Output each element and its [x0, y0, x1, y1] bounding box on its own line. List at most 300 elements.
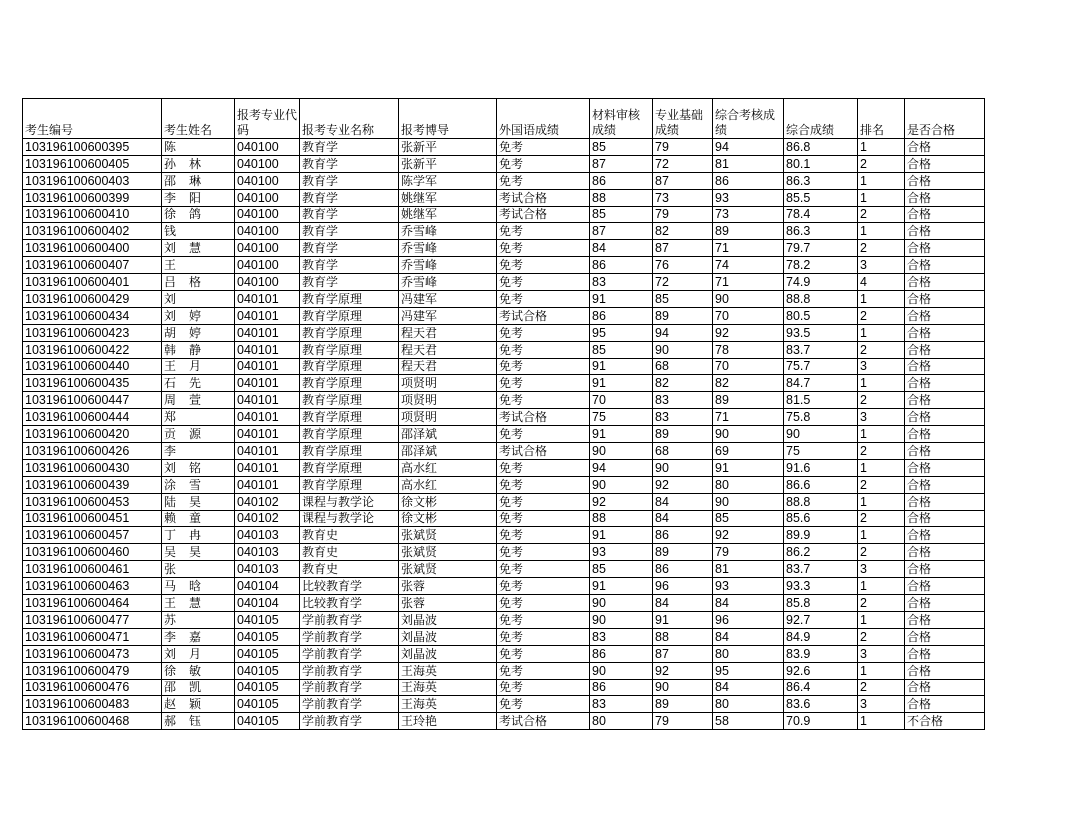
cell-comprehensive-review: 94: [713, 139, 784, 156]
cell-rank: 1: [858, 459, 905, 476]
cell-material-review: 90: [590, 443, 653, 460]
cell-foreign-language: 免考: [497, 240, 590, 257]
cell-major-name: 课程与教学论: [300, 493, 399, 510]
cell-overall-score: 91.6: [784, 459, 858, 476]
cell-major-name: 教育学原理: [300, 476, 399, 493]
cell-major-name: 教育史: [300, 544, 399, 561]
cell-exam-id: 103196100600453: [23, 493, 162, 510]
cell-supervisor: 高水红: [399, 476, 497, 493]
cell-name: 李: [162, 443, 235, 460]
cell-major-name: 学前教育学: [300, 662, 399, 679]
cell-major-code: 040105: [235, 679, 300, 696]
cell-overall-score: 84.9: [784, 628, 858, 645]
cell-comprehensive-review: 93: [713, 189, 784, 206]
cell-major-name: 教育学原理: [300, 375, 399, 392]
cell-supervisor: 冯建军: [399, 307, 497, 324]
cell-major-name: 教育学: [300, 172, 399, 189]
cell-major-name: 教育学: [300, 139, 399, 156]
cell-qualified: 合格: [905, 476, 985, 493]
cell-qualified: 合格: [905, 375, 985, 392]
cell-supervisor: 张蓉: [399, 578, 497, 595]
cell-rank: 3: [858, 645, 905, 662]
cell-material-review: 85: [590, 561, 653, 578]
cell-exam-id: 103196100600457: [23, 527, 162, 544]
table-header-row: [23, 99, 985, 139]
table-row: [23, 324, 985, 341]
cell-name: 丁 冉: [162, 527, 235, 544]
cell-rank: 3: [858, 257, 905, 274]
cell-name: 邵 凯: [162, 679, 235, 696]
cell-foreign-language: 免考: [497, 611, 590, 628]
cell-exam-id: 103196100600423: [23, 324, 162, 341]
table-row: [23, 561, 985, 578]
cell-major-code: 040101: [235, 426, 300, 443]
cell-qualified: 合格: [905, 443, 985, 460]
cell-comprehensive-review: 82: [713, 375, 784, 392]
table-row: [23, 476, 985, 493]
cell-foreign-language: 考试合格: [497, 189, 590, 206]
cell-overall-score: 83.7: [784, 561, 858, 578]
cell-overall-score: 88.8: [784, 493, 858, 510]
table-row: [23, 628, 985, 645]
cell-name: 刘 月: [162, 645, 235, 662]
cell-major-basics: 86: [653, 527, 713, 544]
header-name: 考生姓名: [162, 99, 235, 139]
cell-material-review: 92: [590, 493, 653, 510]
cell-name: 吴 昊: [162, 544, 235, 561]
cell-supervisor: 乔雪峰: [399, 274, 497, 291]
cell-supervisor: 乔雪峰: [399, 257, 497, 274]
cell-major-basics: 68: [653, 443, 713, 460]
cell-exam-id: 103196100600435: [23, 375, 162, 392]
cell-supervisor: 项贤明: [399, 375, 497, 392]
cell-major-basics: 96: [653, 578, 713, 595]
cell-qualified: 合格: [905, 206, 985, 223]
cell-supervisor: 刘晶波: [399, 645, 497, 662]
cell-material-review: 83: [590, 696, 653, 713]
cell-major-basics: 84: [653, 493, 713, 510]
table-row: [23, 358, 985, 375]
cell-major-code: 040104: [235, 595, 300, 612]
cell-overall-score: 92.6: [784, 662, 858, 679]
cell-material-review: 86: [590, 679, 653, 696]
cell-name: 钱: [162, 223, 235, 240]
cell-comprehensive-review: 91: [713, 459, 784, 476]
cell-name: 陆 昊: [162, 493, 235, 510]
cell-major-basics: 83: [653, 392, 713, 409]
cell-comprehensive-review: 58: [713, 713, 784, 730]
cell-qualified: 合格: [905, 324, 985, 341]
header-major-code: 报考专业代码: [235, 99, 300, 139]
cell-comprehensive-review: 70: [713, 307, 784, 324]
cell-major-code: 040101: [235, 375, 300, 392]
cell-exam-id: 103196100600434: [23, 307, 162, 324]
cell-comprehensive-review: 69: [713, 443, 784, 460]
cell-supervisor: 姚继军: [399, 206, 497, 223]
cell-major-name: 教育史: [300, 561, 399, 578]
cell-name: 李 嘉: [162, 628, 235, 645]
cell-major-basics: 82: [653, 375, 713, 392]
cell-major-name: 课程与教学论: [300, 510, 399, 527]
table-row: [23, 645, 985, 662]
cell-comprehensive-review: 80: [713, 476, 784, 493]
table-row: [23, 493, 985, 510]
cell-exam-id: 103196100600399: [23, 189, 162, 206]
cell-major-code: 040101: [235, 443, 300, 460]
table-row: [23, 172, 985, 189]
cell-rank: 2: [858, 476, 905, 493]
cell-exam-id: 103196100600426: [23, 443, 162, 460]
cell-major-basics: 84: [653, 595, 713, 612]
table-row: [23, 409, 985, 426]
cell-material-review: 91: [590, 578, 653, 595]
cell-qualified: 合格: [905, 155, 985, 172]
cell-exam-id: 103196100600410: [23, 206, 162, 223]
cell-comprehensive-review: 92: [713, 527, 784, 544]
cell-rank: 1: [858, 223, 905, 240]
cell-comprehensive-review: 84: [713, 679, 784, 696]
cell-foreign-language: 免考: [497, 510, 590, 527]
cell-rank: 2: [858, 628, 905, 645]
cell-comprehensive-review: 70: [713, 358, 784, 375]
cell-supervisor: 张新平: [399, 155, 497, 172]
cell-foreign-language: 免考: [497, 645, 590, 662]
cell-rank: 1: [858, 426, 905, 443]
cell-major-basics: 89: [653, 426, 713, 443]
cell-overall-score: 81.5: [784, 392, 858, 409]
cell-exam-id: 103196100600439: [23, 476, 162, 493]
cell-supervisor: 姚继军: [399, 189, 497, 206]
cell-comprehensive-review: 90: [713, 493, 784, 510]
cell-name: 吕 格: [162, 274, 235, 291]
cell-major-code: 040104: [235, 578, 300, 595]
cell-major-basics: 89: [653, 696, 713, 713]
cell-name: 涂 雪: [162, 476, 235, 493]
cell-exam-id: 103196100600477: [23, 611, 162, 628]
cell-rank: 2: [858, 392, 905, 409]
cell-exam-id: 103196100600430: [23, 459, 162, 476]
cell-name: 王 月: [162, 358, 235, 375]
cell-exam-id: 103196100600471: [23, 628, 162, 645]
cell-major-basics: 92: [653, 476, 713, 493]
cell-material-review: 75: [590, 409, 653, 426]
cell-qualified: 合格: [905, 240, 985, 257]
cell-foreign-language: 免考: [497, 679, 590, 696]
header-material-review: 材料审核成绩: [590, 99, 653, 139]
cell-name: 刘: [162, 291, 235, 308]
cell-material-review: 91: [590, 375, 653, 392]
cell-name: 赵 颖: [162, 696, 235, 713]
cell-qualified: 合格: [905, 662, 985, 679]
cell-exam-id: 103196100600440: [23, 358, 162, 375]
cell-major-basics: 83: [653, 409, 713, 426]
cell-major-basics: 86: [653, 561, 713, 578]
cell-major-basics: 88: [653, 628, 713, 645]
cell-material-review: 94: [590, 459, 653, 476]
cell-comprehensive-review: 81: [713, 155, 784, 172]
cell-exam-id: 103196100600429: [23, 291, 162, 308]
cell-major-basics: 90: [653, 341, 713, 358]
cell-foreign-language: 免考: [497, 578, 590, 595]
cell-major-code: 040101: [235, 324, 300, 341]
table-row: [23, 375, 985, 392]
cell-material-review: 88: [590, 189, 653, 206]
cell-supervisor: 高水红: [399, 459, 497, 476]
cell-overall-score: 78.2: [784, 257, 858, 274]
cell-major-basics: 79: [653, 139, 713, 156]
cell-name: 马 晗: [162, 578, 235, 595]
cell-qualified: 合格: [905, 510, 985, 527]
cell-rank: 1: [858, 611, 905, 628]
cell-qualified: 合格: [905, 189, 985, 206]
cell-foreign-language: 免考: [497, 291, 590, 308]
table-row: [23, 392, 985, 409]
cell-major-name: 学前教育学: [300, 611, 399, 628]
cell-major-name: 教育学原理: [300, 307, 399, 324]
cell-supervisor: 王海英: [399, 662, 497, 679]
cell-major-code: 040105: [235, 645, 300, 662]
cell-overall-score: 90: [784, 426, 858, 443]
cell-major-code: 040100: [235, 240, 300, 257]
cell-major-code: 040100: [235, 274, 300, 291]
cell-comprehensive-review: 95: [713, 662, 784, 679]
cell-name: 刘 婷: [162, 307, 235, 324]
cell-major-basics: 82: [653, 223, 713, 240]
cell-overall-score: 75.8: [784, 409, 858, 426]
cell-major-code: 040100: [235, 223, 300, 240]
cell-overall-score: 75.7: [784, 358, 858, 375]
cell-name: 孙 林: [162, 155, 235, 172]
cell-foreign-language: 免考: [497, 274, 590, 291]
cell-qualified: 合格: [905, 628, 985, 645]
cell-exam-id: 103196100600451: [23, 510, 162, 527]
table-row: [23, 527, 985, 544]
cell-exam-id: 103196100600395: [23, 139, 162, 156]
cell-overall-score: 78.4: [784, 206, 858, 223]
cell-exam-id: 103196100600447: [23, 392, 162, 409]
cell-material-review: 83: [590, 274, 653, 291]
cell-major-basics: 79: [653, 206, 713, 223]
cell-supervisor: 张新平: [399, 139, 497, 156]
cell-name: 王: [162, 257, 235, 274]
cell-foreign-language: 考试合格: [497, 409, 590, 426]
cell-exam-id: 103196100600402: [23, 223, 162, 240]
cell-rank: 3: [858, 409, 905, 426]
cell-rank: 2: [858, 443, 905, 460]
header-supervisor: 报考博导: [399, 99, 497, 139]
cell-qualified: 合格: [905, 307, 985, 324]
cell-overall-score: 93.3: [784, 578, 858, 595]
cell-material-review: 84: [590, 240, 653, 257]
cell-major-name: 教育学: [300, 155, 399, 172]
cell-major-name: 学前教育学: [300, 679, 399, 696]
cell-exam-id: 103196100600422: [23, 341, 162, 358]
admission-results-table: [22, 98, 985, 730]
cell-major-name: 教育学: [300, 257, 399, 274]
header-major-name: 报考专业名称: [300, 99, 399, 139]
table-row: [23, 459, 985, 476]
cell-major-code: 040100: [235, 189, 300, 206]
cell-exam-id: 103196100600473: [23, 645, 162, 662]
header-qualified: 是否合格: [905, 99, 985, 139]
cell-major-code: 040100: [235, 155, 300, 172]
cell-qualified: 合格: [905, 358, 985, 375]
cell-major-name: 教育学原理: [300, 426, 399, 443]
cell-major-code: 040100: [235, 172, 300, 189]
cell-comprehensive-review: 74: [713, 257, 784, 274]
cell-foreign-language: 免考: [497, 595, 590, 612]
cell-foreign-language: 免考: [497, 223, 590, 240]
cell-exam-id: 103196100600464: [23, 595, 162, 612]
cell-material-review: 90: [590, 611, 653, 628]
cell-rank: 1: [858, 324, 905, 341]
cell-major-name: 教育学原理: [300, 392, 399, 409]
cell-overall-score: 83.7: [784, 341, 858, 358]
table-row: [23, 155, 985, 172]
cell-name: 刘 慧: [162, 240, 235, 257]
cell-foreign-language: 免考: [497, 172, 590, 189]
cell-major-basics: 87: [653, 645, 713, 662]
cell-major-basics: 72: [653, 155, 713, 172]
cell-supervisor: 项贤明: [399, 409, 497, 426]
table-row: [23, 662, 985, 679]
cell-overall-score: 86.8: [784, 139, 858, 156]
cell-qualified: 合格: [905, 341, 985, 358]
cell-name: 张: [162, 561, 235, 578]
cell-exam-id: 103196100600400: [23, 240, 162, 257]
cell-supervisor: 邵泽斌: [399, 426, 497, 443]
cell-major-code: 040101: [235, 358, 300, 375]
cell-major-code: 040105: [235, 611, 300, 628]
cell-major-code: 040105: [235, 628, 300, 645]
cell-foreign-language: 免考: [497, 358, 590, 375]
cell-exam-id: 103196100600483: [23, 696, 162, 713]
cell-qualified: 合格: [905, 696, 985, 713]
cell-name: 郑: [162, 409, 235, 426]
table-row: [23, 257, 985, 274]
cell-major-code: 040101: [235, 307, 300, 324]
header-comprehensive-review: 综合考核成绩: [713, 99, 784, 139]
cell-rank: 2: [858, 341, 905, 358]
cell-supervisor: 王海英: [399, 679, 497, 696]
cell-qualified: 合格: [905, 679, 985, 696]
cell-material-review: 91: [590, 426, 653, 443]
cell-major-name: 教育学: [300, 189, 399, 206]
cell-supervisor: 邵泽斌: [399, 443, 497, 460]
cell-name: 王 慧: [162, 595, 235, 612]
cell-foreign-language: 免考: [497, 426, 590, 443]
cell-foreign-language: 免考: [497, 662, 590, 679]
cell-material-review: 85: [590, 341, 653, 358]
cell-supervisor: 王海英: [399, 696, 497, 713]
cell-name: 胡 婷: [162, 324, 235, 341]
cell-major-basics: 90: [653, 679, 713, 696]
cell-supervisor: 乔雪峰: [399, 223, 497, 240]
cell-major-name: 教育学: [300, 206, 399, 223]
cell-overall-score: 85.5: [784, 189, 858, 206]
cell-rank: 1: [858, 662, 905, 679]
cell-overall-score: 86.4: [784, 679, 858, 696]
cell-major-basics: 68: [653, 358, 713, 375]
header-rank: 排名: [858, 99, 905, 139]
cell-foreign-language: 免考: [497, 459, 590, 476]
cell-major-basics: 89: [653, 307, 713, 324]
cell-major-basics: 87: [653, 172, 713, 189]
cell-major-basics: 79: [653, 713, 713, 730]
cell-exam-id: 103196100600476: [23, 679, 162, 696]
cell-foreign-language: 免考: [497, 257, 590, 274]
cell-name: 赖 童: [162, 510, 235, 527]
cell-material-review: 86: [590, 645, 653, 662]
cell-rank: 1: [858, 578, 905, 595]
cell-qualified: 合格: [905, 578, 985, 595]
cell-comprehensive-review: 89: [713, 223, 784, 240]
cell-supervisor: 程天君: [399, 341, 497, 358]
cell-exam-id: 103196100600405: [23, 155, 162, 172]
cell-overall-score: 85.8: [784, 595, 858, 612]
cell-qualified: 合格: [905, 611, 985, 628]
cell-foreign-language: 免考: [497, 561, 590, 578]
table-row: [23, 611, 985, 628]
cell-overall-score: 79.7: [784, 240, 858, 257]
cell-rank: 1: [858, 291, 905, 308]
cell-major-code: 040100: [235, 206, 300, 223]
header-exam-id: 考生编号: [23, 99, 162, 139]
cell-qualified: 合格: [905, 409, 985, 426]
cell-overall-score: 86.6: [784, 476, 858, 493]
cell-major-code: 040103: [235, 527, 300, 544]
cell-exam-id: 103196100600460: [23, 544, 162, 561]
cell-overall-score: 80.5: [784, 307, 858, 324]
cell-supervisor: 张蓉: [399, 595, 497, 612]
cell-major-basics: 91: [653, 611, 713, 628]
cell-foreign-language: 免考: [497, 696, 590, 713]
cell-rank: 4: [858, 274, 905, 291]
cell-exam-id: 103196100600420: [23, 426, 162, 443]
table-row: [23, 510, 985, 527]
cell-rank: 2: [858, 510, 905, 527]
cell-supervisor: 刘晶波: [399, 628, 497, 645]
cell-overall-score: 86.2: [784, 544, 858, 561]
cell-major-code: 040103: [235, 561, 300, 578]
cell-overall-score: 83.6: [784, 696, 858, 713]
cell-material-review: 85: [590, 139, 653, 156]
cell-rank: 3: [858, 358, 905, 375]
table-row: [23, 544, 985, 561]
cell-major-code: 040101: [235, 409, 300, 426]
cell-rank: 1: [858, 375, 905, 392]
cell-name: 韩 静: [162, 341, 235, 358]
cell-major-basics: 94: [653, 324, 713, 341]
cell-exam-id: 103196100600407: [23, 257, 162, 274]
cell-exam-id: 103196100600461: [23, 561, 162, 578]
cell-comprehensive-review: 90: [713, 426, 784, 443]
cell-material-review: 86: [590, 307, 653, 324]
header-foreign-language: 外国语成绩: [497, 99, 590, 139]
cell-rank: 1: [858, 713, 905, 730]
cell-material-review: 87: [590, 223, 653, 240]
cell-major-code: 040102: [235, 493, 300, 510]
cell-major-code: 040101: [235, 341, 300, 358]
cell-material-review: 91: [590, 527, 653, 544]
cell-major-code: 040100: [235, 257, 300, 274]
cell-major-name: 学前教育学: [300, 645, 399, 662]
cell-overall-score: 86.3: [784, 223, 858, 240]
cell-rank: 1: [858, 189, 905, 206]
cell-name: 贡 源: [162, 426, 235, 443]
cell-material-review: 91: [590, 358, 653, 375]
cell-name: 苏: [162, 611, 235, 628]
